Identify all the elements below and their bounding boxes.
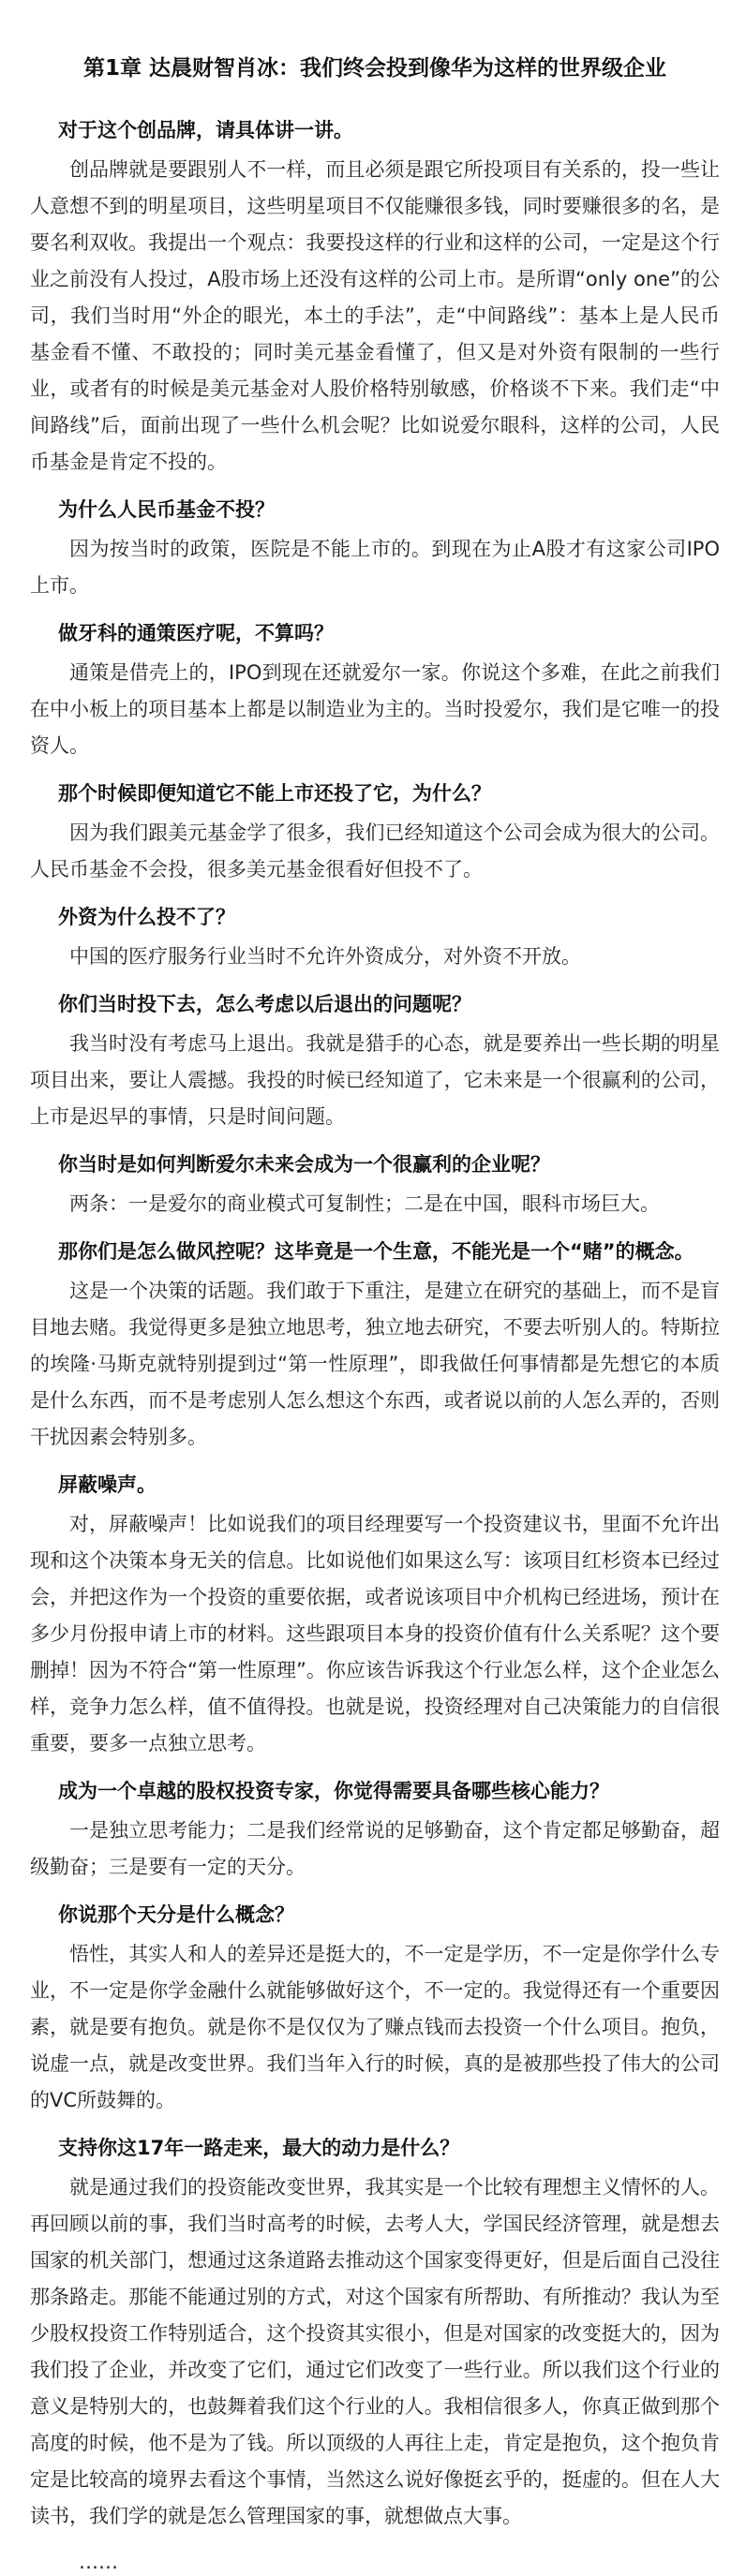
chapter-title: 第1章 达晨财智肖冰：我们终会投到像华为这样的世界级企业 [82, 56, 666, 81]
question: 做牙科的通策医疗呢，不算吗？ [58, 622, 334, 644]
answer: 这是一个决策的话题。我们敢于下重注，是建立在研究的基础上，而不是盲目地去赌。我觉得更多是独立地思考，独立地去研究，不要去听别人的。特斯拉的埃隆·马斯克就特别提到过“第一性原理”，即我做任何事情都是先想它的本质是什么东西，而不是考虑别人怎么想这个东西，或者说以前的人怎么弄的，否则干扰因素会特别多。 [30, 1280, 720, 1448]
question: 那你们是怎么做风控呢？这毕竟是一个生意，不能光是一个“赌”的概念。 [58, 1240, 694, 1263]
question: 成为一个卓越的股权投资专家，你觉得需要具备哪些核心能力？ [58, 1780, 609, 1802]
question: 外资为什么投不了？ [58, 906, 235, 928]
question: 为什么人民币基金不投？ [58, 498, 275, 521]
answer: 通策是借壳上的，IPO到现在还就爱尔一家。你说这个多难，在此之前我们在中小板上的项目基本上都是以制造业为主的。当时投爱尔，我们是它唯一的投资人。 [30, 661, 720, 757]
question: 对于这个创品牌，请具体讲一讲。 [58, 119, 353, 141]
qa-item-11 [30, 1899, 720, 2119]
question: 那个时候即便知道它不能上市还投了它，为什么？ [58, 782, 491, 805]
qa-item-4 [30, 777, 720, 888]
answer: 因为我们跟美元基金学了很多，我们已经知道这个公司会成为很大的公司。人民币基金不会投，很多美元基金很看好但投不了。 [30, 822, 720, 881]
answer: 两条：一是爱尔的商业模式可复制性；二是在中国，眼科市场巨大。 [69, 1192, 660, 1215]
qa-item-10 [30, 1775, 720, 1886]
qa-item-9 [30, 1469, 720, 1762]
continuation-ellipsis: …… [79, 2551, 118, 2573]
qa-item-7 [30, 1148, 720, 1222]
question: 你说那个天分是什么概念？ [58, 1903, 294, 1926]
answer: 创品牌就是要跟别人不一样，而且必须是跟它所投项目有关系的，投一些让人意想不到的明星项目，这些明星项目不仅能赚很多钱，同时要赚很多的名，是要名利双收。我提出一个观点：我要投这样的行业和这样的公司，一定是这个行业之前没有人投过，A股市场上还没有这样的公司上市。是所谓“only one”的公司，我们当时用“外企的眼光，本土的手法”，走“中间路线”：基本上是人民币基金看不懂、不敢投的；同时美元基金看懂了，但又是对外资有限制的一些行业，或者有的时候是美元基金对人股价格特别敏感，价格谈不下来。我们走“中间路线”后，面前出现了一些什么机会呢？比如说爱尔眼科，这样的公司，人民币基金是肯定不投的。 [30, 158, 720, 473]
question: 你当时是如何判断爱尔未来会成为一个很赢利的企业呢？ [58, 1153, 550, 1176]
qa-item-12 [30, 2132, 720, 2535]
question: 支持你这17年一路走来，最大的动力是什么？ [58, 2137, 460, 2159]
answer: 一是独立思考能力；二是我们经常说的足够勤奋，这个肯定都足够勤奋，超级勤奋；三是要有一定的天分。 [30, 1819, 720, 1878]
qa-item-2 [30, 494, 720, 604]
qa-item-6 [30, 988, 720, 1135]
answer: 对，屏蔽噪声！比如说我们的项目经理要写一个投资建议书，里面不允许出现和这个决策本身无关的信息。比如说他们如果这么写：该项目红杉资本已经过会，并把这作为一个投资的重要依据，或者说该项目中介机构已经进场，预计在多少月份报申请上市的材料。这些跟项目本身的投资价值有什么关系呢？这个要删掉！因为不符合“第一性原理”。你应该告诉我这个行业怎么样，这个企业怎么样，竞争力怎么样，值不值得投。也就是说，投资经理对自己决策能力的自信很重要，要多一点独立思考。 [30, 1513, 720, 1754]
answer: 因为按当时的政策，医院是不能上市的。到现在为止A股才有这家公司IPO上市。 [30, 538, 720, 597]
answer: 中国的医疗服务行业当时不允许外资成分，对外资不开放。 [69, 945, 581, 968]
qa-item-8 [30, 1236, 720, 1456]
qa-item-3 [30, 617, 720, 764]
answer: 我当时没有考虑马上退出。我就是猎手的心态，就是要养出一些长期的明星项目出来，要让人震撼。我投的时候已经知道了，它未来是一个很赢利的公司，上市是迟早的事情，只是时间问题。 [30, 1032, 720, 1128]
answer: 就是通过我们的投资能改变世界，我其实是一个比较有理想主义情怀的人。再回顾以前的事，我们当时高考的时候，去考人大，学国民经济管理，就是想去国家的机关部门，想通过这条道路去推动这个国家变得更好，但是后面自己没往那条路走。那能不能通过别的方式，对这个国家有所帮助、有所推动？我认为至少股权投资工作特别适合，这个投资其实很小，但是对国家的改变挺大的，因为我们投了企业，并改变了它们，通过它们改变了一些行业。所以我们这个行业的意义是特别大的，也鼓舞着我们这个行业的人。我相信很多人，你真正做到那个高度的时候，他不是为了钱。所以顶级的人再往上走，肯定是抱负，这个抱负肯定是比较高的境界去看这个事情，当然这么说好像挺玄乎的，挺虚的。但在人大读书，我们学的就是怎么管理国家的事，就想做点大事。 [30, 2176, 720, 2527]
answer: 悟性，其实人和人的差异还是挺大的，不一定是学历，不一定是你学什么专业，不一定是你学金融什么就能够做好这个，不一定的。我觉得还有一个重要因素，就是要有抱负。就是你不是仅仅为了赚点钱而去投资一个什么项目。抱负，说虚一点，就是改变世界。我们当年入行的时候，真的是被那些投了伟大的公司的VC所鼓舞的。 [30, 1943, 720, 2111]
qa-item-5 [30, 901, 720, 975]
qa-item-1 [30, 114, 720, 481]
question: 你们当时投下去，怎么考虑以后退出的问题呢？ [58, 993, 471, 1015]
question: 屏蔽噪声。 [58, 1473, 157, 1496]
